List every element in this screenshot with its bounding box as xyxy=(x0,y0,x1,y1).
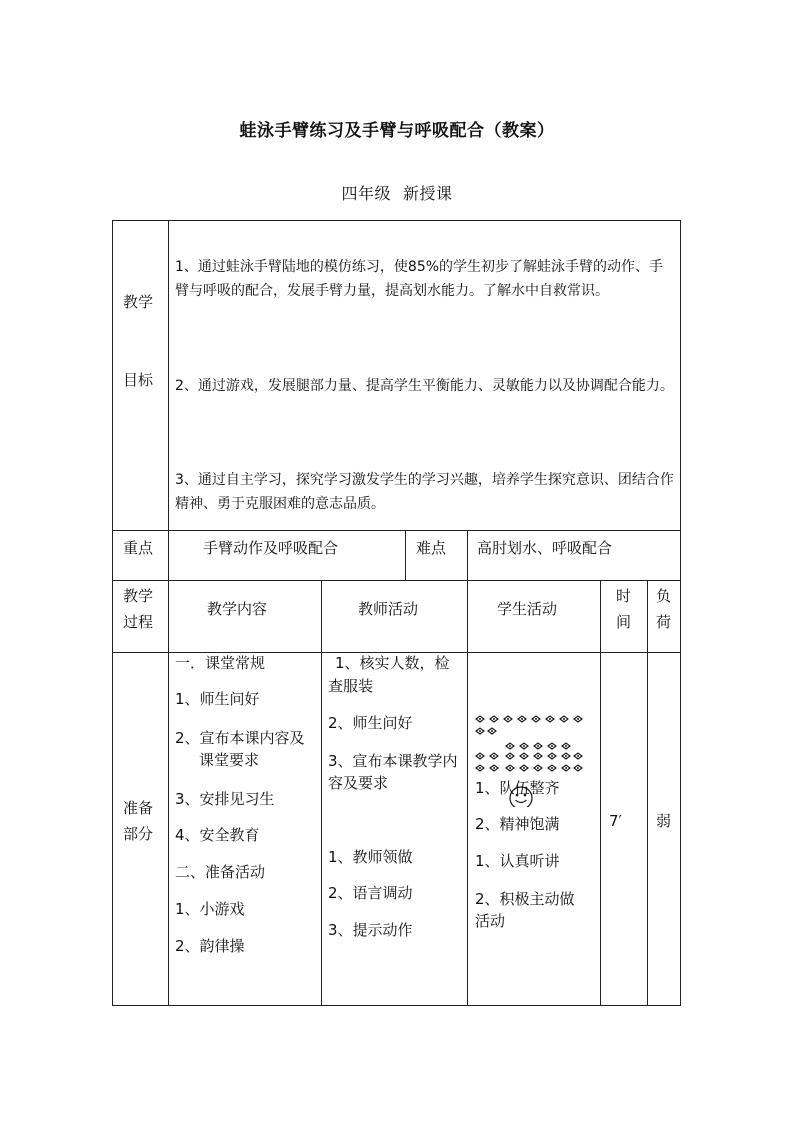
column-header-time-bottom: 间 xyxy=(616,613,632,631)
content-item: 4、安全教育 xyxy=(175,826,260,844)
column-header-load-bottom: 荷 xyxy=(656,613,672,631)
lesson-type: 新授课 xyxy=(403,184,453,203)
table-divider xyxy=(112,580,681,581)
column-header-load-top: 负 xyxy=(656,587,672,605)
content-item: 课堂要求 xyxy=(199,751,260,769)
table-divider xyxy=(321,580,322,1006)
page-title: 蛙泳手臂练习及手臂与呼吸配合（教案） xyxy=(239,121,555,141)
table-divider xyxy=(467,530,468,580)
process-label-top: 教学 xyxy=(123,587,154,605)
grade: 四年级 xyxy=(341,184,391,203)
process-label-bottom: 过程 xyxy=(123,613,154,631)
objectives-label-bottom: 目标 xyxy=(123,371,154,389)
table-divider xyxy=(647,580,648,1006)
student-item: 1、认真听讲 xyxy=(475,852,560,870)
teacher-item: 1、教师领做 xyxy=(328,848,413,866)
student-item: 活动 xyxy=(475,912,506,930)
prep-label-top: 准备 xyxy=(123,799,154,817)
objective-item-2: 2、通过游戏，发展腿部力量、提高学生平衡能力、灵敏能力以及协调配合能力。 xyxy=(175,378,674,394)
teacher-item: 查服装 xyxy=(328,677,374,695)
teacher-item: 2、师生问好 xyxy=(328,714,413,732)
column-header-student: 学生活动 xyxy=(497,600,558,618)
content-item: 二、准备活动 xyxy=(175,863,266,881)
prep-label-bottom: 部分 xyxy=(123,825,154,843)
prep-load: 弱 xyxy=(656,812,672,830)
content-item: 2、韵律操 xyxy=(175,937,245,955)
key-point-value: 手臂动作及呼吸配合 xyxy=(203,539,339,557)
table-divider xyxy=(467,580,468,1006)
table-divider xyxy=(112,530,681,531)
column-header-teacher: 教师活动 xyxy=(358,600,419,618)
objective-item-3: 3、通过自主学习，探究学习激发学生的学习兴趣，培养学生探究意识、团结合作精神、勇于克服困难的意志品质。 xyxy=(175,472,674,512)
teacher-item: 2、语言调动 xyxy=(328,884,413,902)
column-header-content: 教学内容 xyxy=(207,600,268,618)
student-item: 2、积极主动做 xyxy=(475,890,575,908)
student-item: 2、精神饱满 xyxy=(475,815,560,833)
key-point-label: 重点 xyxy=(123,539,154,557)
teacher-item: 3、宣布本课教学内 xyxy=(328,752,458,770)
column-header-time-top: 时 xyxy=(616,587,632,605)
content-item: 1、师生问好 xyxy=(175,690,260,708)
table-divider xyxy=(405,530,406,580)
student-item: 1、队伍整齐 xyxy=(475,779,560,797)
teacher-item: 1、核实人数，检 xyxy=(335,654,450,672)
difficulty-value: 高肘划水、呼吸配合 xyxy=(477,539,613,557)
content-item: 一．课堂常规 xyxy=(175,654,266,672)
content-item: 3、安排见习生 xyxy=(175,790,275,808)
table-divider xyxy=(600,580,601,1006)
teacher-item: 容及要求 xyxy=(328,774,389,792)
prep-time: 7′ xyxy=(609,812,622,830)
page-subtitle xyxy=(0,181,794,204)
objectives-label-top: 教学 xyxy=(123,293,154,311)
content-item: 1、小游戏 xyxy=(175,900,245,918)
content-item: 2、宣布本课内容及 xyxy=(175,729,305,747)
difficulty-label: 难点 xyxy=(416,539,447,557)
objective-item-1: 1、通过蛙泳手臂陆地的模仿练习，使85%的学生初步了解蛙泳手臂的动作、手臂与呼吸的配合，发展手臂力量，提高划水能力。了解水中自救常识。 xyxy=(175,259,664,299)
teacher-item: 3、提示动作 xyxy=(328,921,413,939)
table-divider xyxy=(168,220,169,1006)
